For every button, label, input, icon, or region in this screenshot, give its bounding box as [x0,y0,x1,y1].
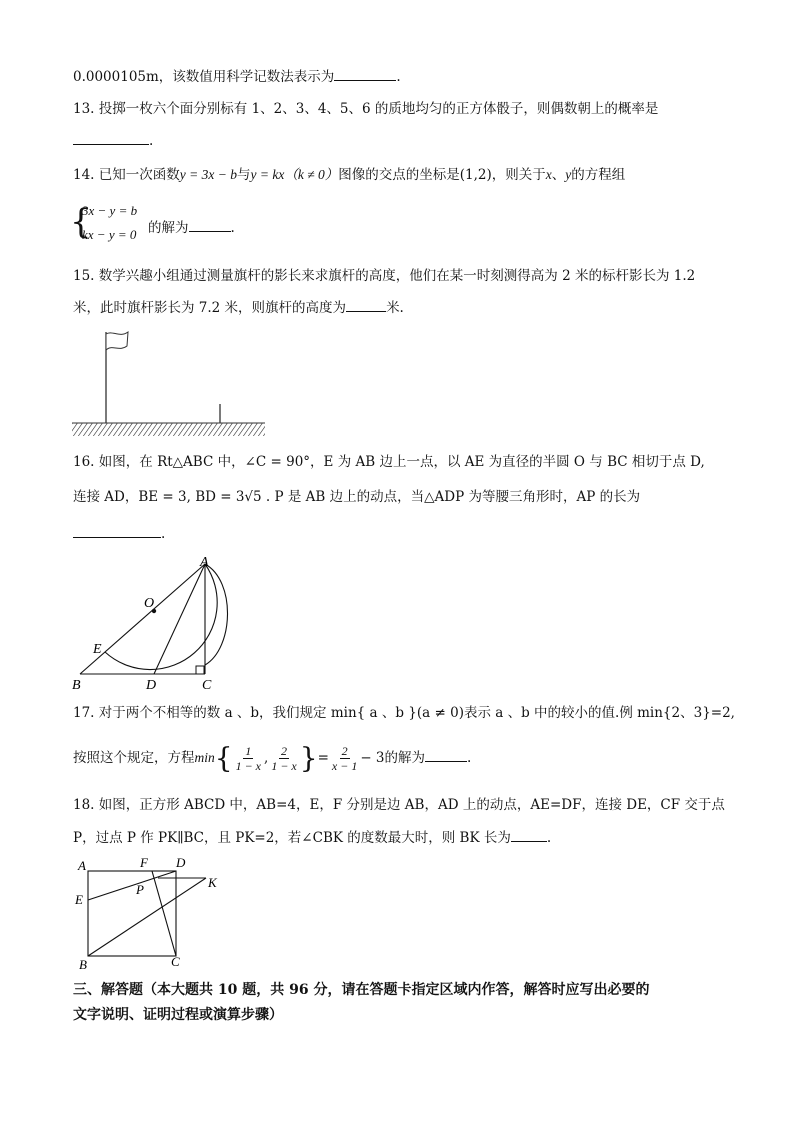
q18-square-figure [74,854,234,974]
q17-f2-den: 1 − x [271,759,297,773]
label-A: A [200,555,209,570]
q14-var-x: x [545,167,552,182]
q17-f1-num: 1 [245,744,252,758]
label-P: P [136,882,144,897]
q18-suffix: . [546,830,552,846]
label-C: C [202,678,212,693]
segment-AD [154,564,205,674]
q17-f3-num: 2 [341,744,348,758]
segment-CF [152,871,176,956]
flag [106,332,128,350]
q12-suffix: . [396,69,401,85]
q17-text-2: 按照这个规定，方程 [73,750,195,766]
q17-min: min [194,750,215,765]
q17-equals: = [317,750,329,766]
q14-equation-2: kx − y = 0 [82,227,137,242]
q17-f2-num: 2 [281,744,288,758]
q14-line [73,165,625,185]
q14-system-brace: { [70,202,92,242]
q18-number: 18. [73,797,95,813]
q16-text-2: 连接 AD，BE = 3, BD = 3√5 . P 是 AB 边上的动点，当△ADP 为等腰三角形时，AP 的长为 [73,489,641,505]
q15-flagpole-figure [70,326,270,438]
q17-suffix: . [467,750,472,766]
q13-answer-line [73,130,153,151]
label-F: F [140,855,148,870]
q15-line-1 [73,266,695,286]
q17-line-2: 按照这个规定，方程min{ $\frac{1}{1 - x}$ , $\frac{2}{1 - x}$ }= $\frac{2}{x - 1}$ − 3的解为 . [73,741,472,775]
q14-text-e: 的方程组 [571,167,626,183]
q15-line-2 [73,297,404,318]
q14-number: 14. [73,167,95,183]
q14-text-f: 的解为 [148,220,189,236]
segment-AB [80,564,205,674]
q17-text-1: 对于两个不相等的数 a 、b，我们规定 min{ a 、b }(a ≠ 0)表示 a 、b 中的较小的值.例 min{2、3}=2, [98,705,735,721]
section-3-heading-line-1: 三、解答题（本大题共 10 题，共 96 分，请在答题卡指定区域内作答，解答时应写出必要的 [73,982,650,998]
q15-text-1: 数学兴趣小组通过测量旗杆的影长来求旗杆的高度，他们在某一时刻测得高为 2 米的标杆影长为 1.2 [98,268,696,284]
q14-text-c: 图像的交点的坐标是 [338,167,460,183]
q18-text-1: 如图，正方形 ABCD 中，AB=4，E，F 分别是边 AB，AD 上的动点，AE=DF，连接 DE，CF 交于点 [98,797,725,813]
label-B: B [72,678,81,693]
q14-answer-line [148,217,235,238]
q14-condition: （k ≠ 0） [284,167,339,182]
q17-answer-blank [425,747,467,762]
q14-text-b: 与 [237,167,251,183]
q12-line [73,66,401,87]
label-E: E [93,642,102,657]
q17-fraction-1 [234,744,263,773]
ground-hatch [72,423,265,436]
q14-suffix: . [230,220,235,236]
q18-answer-blank [511,827,547,842]
q15-text-3: 米. [386,300,404,316]
q14-text-d: ，则关于 [491,167,546,183]
semicircle-O [105,564,217,670]
q12-text: 0.0000105m，该数值用科学记数法表示为 [73,69,335,85]
q14-function-1: y = 3x − b [179,167,237,182]
q13-line [73,99,658,119]
q14-equation-1: 3x − y = b [82,203,138,218]
section-3-heading-line-2: 文字说明、证明过程或演算步骤） [73,1007,283,1023]
q14-text-a: 已知一次函数 [98,167,180,183]
q17-text-3: 的解为 [384,750,426,766]
q17-number: 17. [73,705,95,721]
q18-line-2 [73,827,551,848]
q17-fraction-2 [269,744,298,773]
q13-text: 投掷一枚六个面分别标有 1、2、3、4、5、6 的质地均匀的正方体骰子，则偶数朝上的概率是 [98,101,659,117]
q15-number: 15. [73,268,95,284]
q16-geometry-figure [66,553,266,693]
q14-sep: 、 [551,167,566,183]
q13-number: 13. [73,101,95,117]
label-A: A [78,858,86,873]
q15-answer-blank [346,297,386,312]
q17-brace-left: { [214,741,233,775]
q16-answer-blank [73,523,161,538]
q14-point: (1,2) [459,167,492,183]
segment-BK [88,878,206,956]
q14-answer-blank [189,217,231,232]
q15-text-2: 米，此时旗杆影长为 7.2 米，则旗杆的高度为 [73,300,347,316]
label-E: E [75,892,83,907]
square-ABCD [88,871,176,956]
q17-f3-den: x − 1 [331,759,358,773]
right-angle-mark [196,666,204,674]
q16-line-1 [73,452,705,472]
q17-line-1 [73,703,735,723]
q17-fraction-3 [330,744,359,773]
q17-brace-right: } [299,741,318,775]
label-D: D [176,855,186,870]
q16-answer-line [73,523,165,544]
label-C: C [171,954,180,969]
label-K: K [208,875,217,890]
q17-f1-den: 1 − x [235,759,262,773]
label-O: O [144,596,155,611]
q16-number: 16. [73,454,95,470]
q14-function-2: y = kx [250,167,285,182]
segment-DE [88,871,176,900]
label-D: D [146,678,157,693]
q18-text-2: P，过点 P 作 PK∥BC，且 PK=2，若∠CBK 的度数最大时，则 BK 长为 [73,830,511,846]
q16-text-1: 如图，在 Rt△ABC 中，∠C = 90°，E 为 AB 边上一点，以 AE 为直径的半圆 O 与 BC 相切于点 D, [98,454,705,470]
q14-var-y: y [565,167,572,182]
q12-answer-blank [334,66,396,81]
q16-line-2 [73,487,640,507]
q18-line-1 [73,795,725,815]
label-B: B [79,957,87,972]
q16-suffix: . [161,526,166,542]
q13-suffix: . [149,133,154,149]
q13-answer-blank [73,130,149,145]
q17-minus-3: − 3 [360,750,385,766]
